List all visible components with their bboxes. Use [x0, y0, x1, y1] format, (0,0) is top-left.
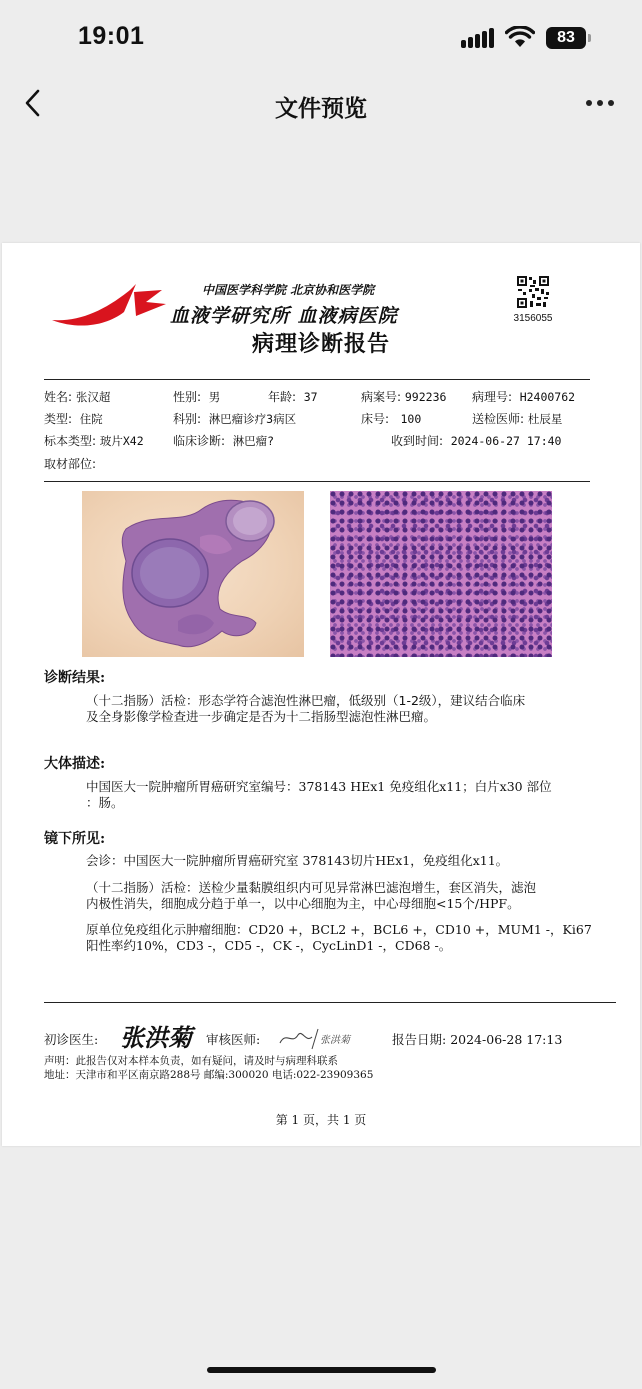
- qr-code-number: 3156055: [513, 313, 553, 324]
- microscopic-ihc-line2: 阳性率约10%，CD3 -，CD5 -，CK -，CycLinD1 -，CD68 -。: [86, 938, 452, 953]
- cellular-signal-icon: [461, 28, 495, 48]
- battery-cap: [588, 34, 591, 42]
- diagnosis-line2: 及全身影像学检查进一步确定是否为十二指肠型滤泡性淋巴瘤。: [86, 709, 437, 724]
- initial-doctor-label: 初诊医生:: [44, 1032, 99, 1047]
- microscopic-biopsy-line1: （十二指肠）活检：送检少量黏膜组织内可见异常淋巴滤泡增生，套区消失，滤泡: [86, 880, 537, 895]
- microscopic-heading: 镜下所见:: [44, 831, 106, 847]
- high-power-histology-image: [330, 491, 552, 657]
- patient-name: 姓名: 张汉超: [44, 390, 111, 404]
- gross-line1: 中国医大一院肿瘤所胃癌研究室编号：378143 HEx1 免疫组化x11；白片x30 部位: [86, 779, 552, 794]
- pathology-number: 病理号: H2400762: [472, 390, 576, 404]
- hospital-name-line1: 中国医学科学院 北京协和医学院: [202, 283, 375, 297]
- microscopic-ihc-line1: 原单位免疫组化示肿瘤细胞：CD20 +，BCL2 +，BCL6 +，CD10 +，MUM1 -，Ki67: [86, 922, 592, 937]
- home-indicator[interactable]: [207, 1367, 436, 1373]
- admission-type: 类型: 住院: [44, 412, 103, 426]
- patient-age: 年龄: 37: [268, 390, 318, 404]
- microscopic-consult: 会诊：中国医大一院肿瘤所胃癌研究室 378143切片HEx1，免疫组化x11。: [86, 853, 509, 868]
- qr-code: [516, 275, 550, 309]
- info-divider: [44, 481, 590, 482]
- diagnosis-heading: 诊断结果:: [44, 670, 106, 686]
- svg-text:张洪菊: 张洪菊: [120, 1023, 192, 1052]
- status-time: 19:01: [78, 22, 145, 50]
- status-bar: [0, 0, 642, 76]
- page-indicator: 第 1 页，共 1 页: [275, 1113, 367, 1127]
- disclaimer: 声明：此报告仅对本样本负责，如有疑问，请及时与病理科联系: [44, 1055, 338, 1067]
- clinical-diagnosis: 临床诊断: 淋巴瘤?: [173, 434, 275, 448]
- wifi-icon: [505, 26, 535, 48]
- more-horizontal-icon[interactable]: [584, 94, 616, 110]
- case-number: 病案号: 992236: [361, 390, 447, 404]
- bed-number: 床号: 100: [361, 412, 422, 426]
- hospital-name-line2: 血液学研究所 血液病医院: [170, 305, 398, 327]
- low-power-histology-image: [82, 491, 304, 657]
- specimen-type: 标本类型: 玻片X42: [44, 434, 144, 448]
- document-page[interactable]: [2, 243, 640, 1146]
- department: 科别: 淋巴瘤诊疗3病区: [173, 412, 297, 426]
- address: 地址：天津市和平区南京路288号 邮编:300020 电话:022-23909365: [44, 1069, 374, 1081]
- initial-doctor-signature: [118, 1018, 198, 1054]
- review-doctor-label: 审核医师:: [206, 1032, 261, 1047]
- header-divider: [44, 379, 590, 380]
- hospital-logo: [50, 282, 168, 332]
- diagnosis-line1: （十二指肠）活检：形态学符合滤泡性淋巴瘤，低级别（1-2级），建议结合临床: [86, 693, 526, 708]
- sampling-site: 取材部位:: [44, 457, 97, 471]
- report-title: 病理诊断报告: [251, 332, 390, 357]
- footer-divider: [44, 1002, 616, 1003]
- received-time: 收到时间: 2024-06-27 17:40: [391, 434, 562, 448]
- submitting-doctor: 送检医师: 杜辰星: [472, 412, 563, 426]
- page-title: 文件预览: [275, 96, 367, 122]
- svg-text:张洪菊: 张洪菊: [320, 1035, 350, 1046]
- gross-heading: 大体描述:: [44, 756, 106, 772]
- patient-gender: 性别: 男: [173, 390, 221, 404]
- nav-bar: [0, 76, 642, 134]
- review-doctor-signature: [278, 1025, 358, 1051]
- battery-icon: 83: [546, 27, 586, 49]
- report-date: 报告日期: 2024-06-28 17:13: [392, 1032, 563, 1047]
- microscopic-biopsy-line2: 内极性消失，细胞成分趋于单一，以中心细胞为主，中心母细胞<15个/HPF。: [86, 896, 520, 911]
- gross-line2: ：肠。: [86, 795, 124, 810]
